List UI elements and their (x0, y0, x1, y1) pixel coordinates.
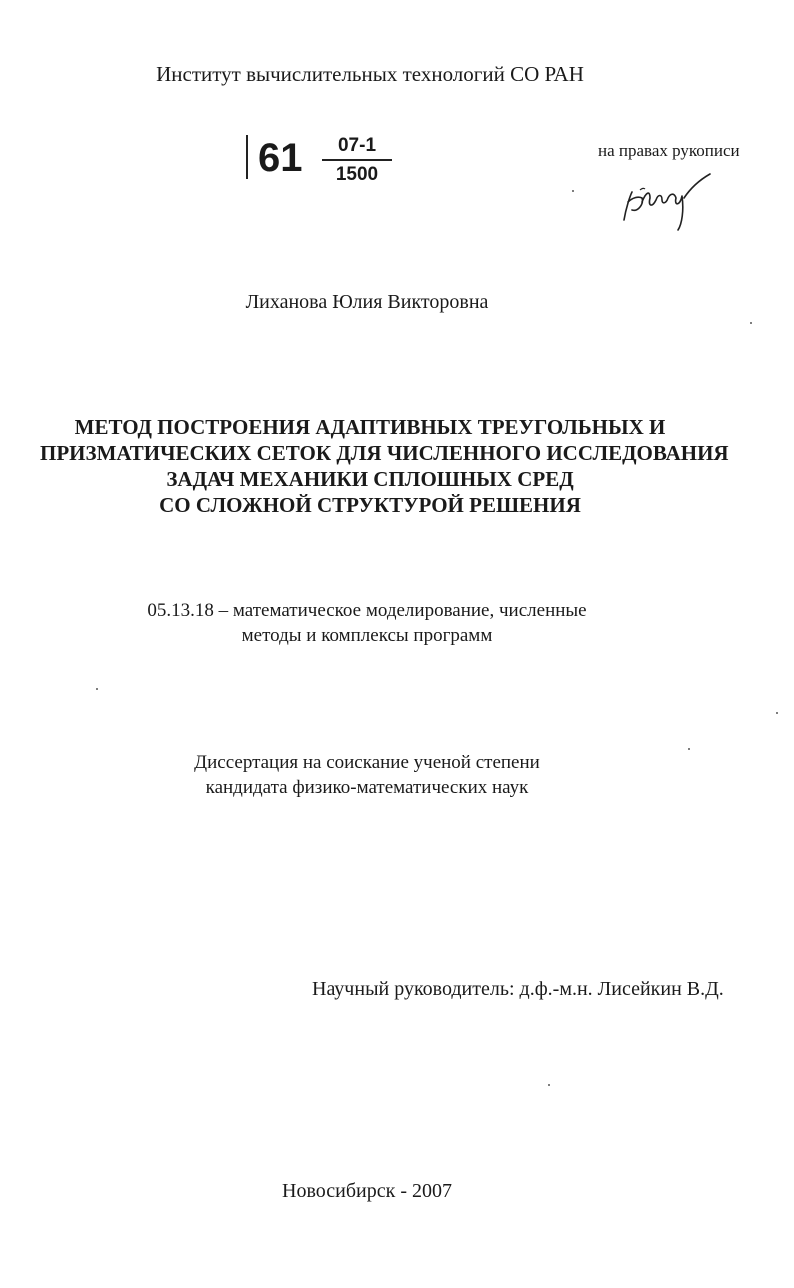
author-name: Лиханова Юлия Викторовна (245, 291, 489, 313)
stamp-fraction (322, 135, 392, 186)
title-line: СО СЛОЖНОЙ СТРУКТУРОЙ РЕШЕНИЯ (159, 493, 581, 517)
stamp-numerator: 07-1 (337, 135, 377, 156)
scan-speck (688, 748, 690, 750)
degree-line: кандидата физико-математических наук (205, 777, 529, 798)
stamp-main-number: 61 (258, 136, 303, 180)
scan-speck (572, 190, 574, 192)
specialty-line: методы и комплексы программ (241, 625, 493, 646)
dissertation-title (40, 414, 729, 518)
institute-name: Институт вычислительных технологий СО РАН (156, 62, 584, 86)
city-year: Новосибирск - 2007 (282, 1180, 452, 1202)
archive-stamp (246, 133, 396, 193)
specialty-code (0, 598, 734, 648)
supervisor: Научный руководитель: д.ф.-м.н. Лисейкин В.Д. (312, 978, 724, 1000)
scan-speck (750, 322, 752, 324)
title-line: ПРИЗМАТИЧЕСКИХ СЕТОК ДЛЯ ЧИСЛЕННОГО ИССЛЕДОВАНИЯ (40, 441, 729, 465)
manuscript-rights-note: на правах рукописи (598, 141, 740, 160)
title-line: МЕТОД ПОСТРОЕНИЯ АДАПТИВНЫХ ТРЕУГОЛЬНЫХ И (74, 415, 666, 439)
degree-line: Диссертация на соискание ученой степени (194, 752, 540, 773)
scan-speck (776, 712, 778, 714)
stamp-denominator: 1500 (335, 164, 379, 185)
title-line: ЗАДАЧ МЕХАНИКИ СПЛОШНЫХ СРЕД (166, 467, 574, 491)
stamp-bar (246, 135, 248, 179)
stamp-fraction-line (322, 159, 392, 161)
specialty-line: 05.13.18 – математическое моделирование, численные (147, 600, 587, 621)
degree-statement (0, 750, 734, 800)
scan-speck (548, 1084, 550, 1086)
handwritten-signature (618, 168, 718, 238)
scan-speck (96, 688, 98, 690)
